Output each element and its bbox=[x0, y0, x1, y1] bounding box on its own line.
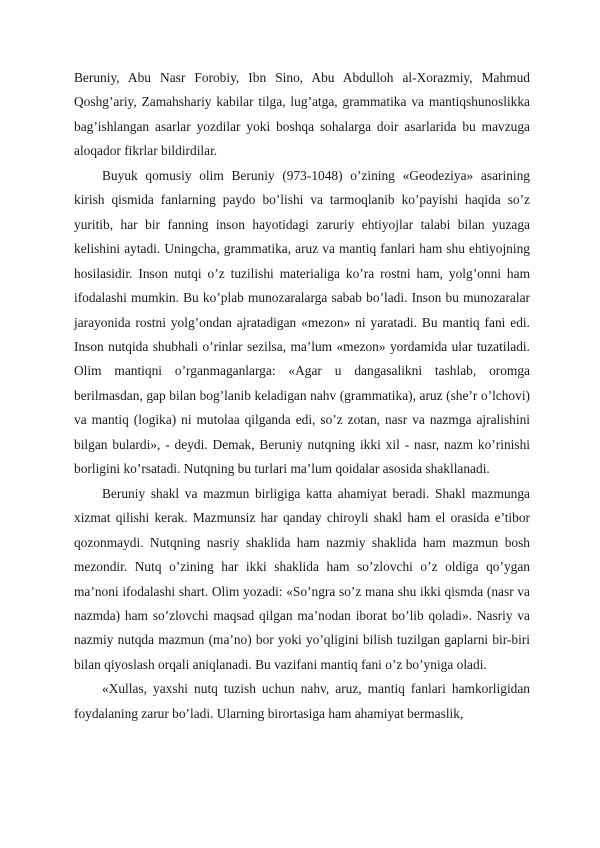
document-page bbox=[74, 66, 530, 726]
paragraph-scholars: Beruniy, Abu Nasr Forobiy, Ibn Sino, Abu Abdulloh al-Xorazmiy, Mahmud Qoshg’ariy, Zamahshariy kabilar tilga, lug’atga, grammatika va mantiqshunoslikka bag’ishlangan asarlar yozdilar yoki boshqa sohalarga doir asarlarida bu mavzuga aloqador fikrlar bildirdilar. bbox=[74, 70, 530, 159]
paragraph-beruniy-geodesy: Buyuk qomusiy olim Beruniy (973-1048) o’zining «Geodeziya» asarining kirish qismida fanlarning paydo bo’lishi va tarmoqlanib ko’payishi haqida so’z yuritib, har bir fanning inson hayotidagi zaruriy ehtiyojlar talabi bilan yuzaga kelishini aytadi. Uningcha, grammatika, aruz va mantiq fanlari ham shu ehtiyojning hosilasidir. Inson nutqi o’z tuzilishi materialiga ko’ra rostni ham, yolg’onni ham ifodalashi mumkin. Bu ko’plab munozaralarga sabab bo’ladi. Inson bu munozaralar jarayonida rostni yolg’ondan ajratadigan «mezon» ni yaratadi. Bu mantiq fani edi. Inson nutqida shubhali o’rinlar sezilsa, ma’lum «mezon» yordamida ular tuzatiladi. Olim mantiqni o’rganmaganlarga: «Agar u dangasalikni tashlab, oromga berilmasdan, gap bilan bog’lanib keladigan nahv (grammatika), aruz (she’r o’lchovi) va mantiq (logika) ni mutolaa qilganda edi, so’z zotan, nasr va nazmga ajralishini bilgan bulardi», - deydi. Demak, Beruniy nutqning ikki xil - nasr, nazm ko’rinishi borligini ko’rsatadi. Nutqning bu turlari ma’lum qoidalar asosida shakllanadi. bbox=[74, 167, 530, 477]
paragraph-good-speech: «Xullas, yaxshi nutq tuzish uchun nahv, aruz, mantiq fanlari hamkorligidan foydalaning zarur bo’ladi. Ularning birortasiga ham ahamiyat bermaslik, bbox=[74, 681, 530, 721]
paragraph-form-and-content: Beruniy shakl va mazmun birligiga katta ahamiyat beradi. Shakl mazmunga xizmat qilishi kerak. Mazmunsiz har qanday chiroyli shakl ham el orasida e’tibor qozonmaydi. Nutqning nasriy shaklida ham nazmiy shaklida ham mazmun bosh mezondir. Nutq o’zining har ikki shaklida ham so’zlovchi o’z oldiga qo’ygan ma’noni ifodalashi shart. Olim yozadi: «So’ngra so’z mana shu ikki qismda (nasr va nazmda) ham so’zlovchi maqsad qilgan ma’nodan iborat bo’lib qoladi». Nasriy va nazmiy nutqda mazmun (ma’no) bor yoki yo’qligini bilish tuzilgan gaplarni bir-biri bilan qiyoslash orqali aniqlanadi. Bu vazifani mantiq fani o’z bo’yniga oladi. bbox=[74, 485, 530, 672]
